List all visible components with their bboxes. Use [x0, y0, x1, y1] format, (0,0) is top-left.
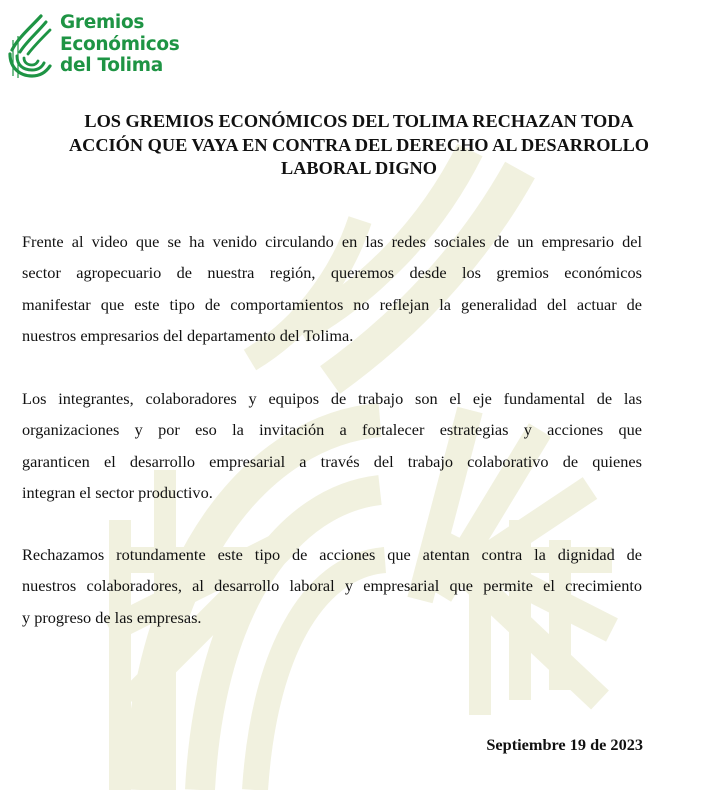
- title-line: ACCIÓN QUE VAYA EN CONTRA DEL DERECHO AL DESARROLLO: [68, 134, 650, 155]
- paragraph-2: [22, 383, 642, 509]
- paragraph-line: integran el sector productivo.: [22, 483, 213, 503]
- gremios-logo: [6, 8, 180, 82]
- document-title: [22, 110, 696, 181]
- paragraph-line: Rechazamos rotundamente este tipo de acciones que atentan contra la dignidad de: [22, 545, 642, 564]
- paragraph-line: Los integrantes, colaboradores y equipos de trabajo son el eje fundamental de las: [22, 389, 642, 408]
- logo-line-tolima: del Tolima: [60, 55, 163, 76]
- paragraph-line: nuestros empresarios del departamento del Tolima.: [22, 326, 354, 346]
- paragraph-1: [22, 226, 642, 352]
- logo-wordmark: [60, 12, 180, 77]
- title-line: LOS GREMIOS ECONÓMICOS DEL TOLIMA RECHAZAN TODA: [84, 111, 634, 131]
- logo-line-economicos: Económicos: [60, 33, 180, 55]
- paragraph-line: sector agropecuario de nuestra región, queremos desde los gremios económicos: [22, 263, 642, 283]
- paragraph-line: manifestar que este tipo de comportamientos no reflejan la generalidad del actuar de: [22, 294, 642, 314]
- logo-line-gremios: Gremios: [60, 12, 145, 33]
- paragraph-line: organizaciones y por eso la invitación a fortalecer estrategias y acciones que: [22, 420, 642, 440]
- paragraph-line: y progreso de las empresas.: [22, 607, 202, 627]
- paragraph-line: Frente al video que se ha venido circulando en las redes sociales de un empresario del: [22, 232, 642, 251]
- title-line: LABORAL DIGNO: [281, 158, 437, 178]
- paragraph-line: nuestros colaboradores, al desarrollo laboral y empresarial que permite el crecimiento: [22, 576, 642, 596]
- document-date: Septiembre 19 de 2023: [486, 735, 643, 754]
- paragraph-line: garanticen el desarrollo empresarial a través del trabajo colaborativo de quienes: [22, 451, 642, 471]
- paragraph-3: [22, 539, 642, 633]
- concentric-arcs-logo-icon: [6, 10, 56, 80]
